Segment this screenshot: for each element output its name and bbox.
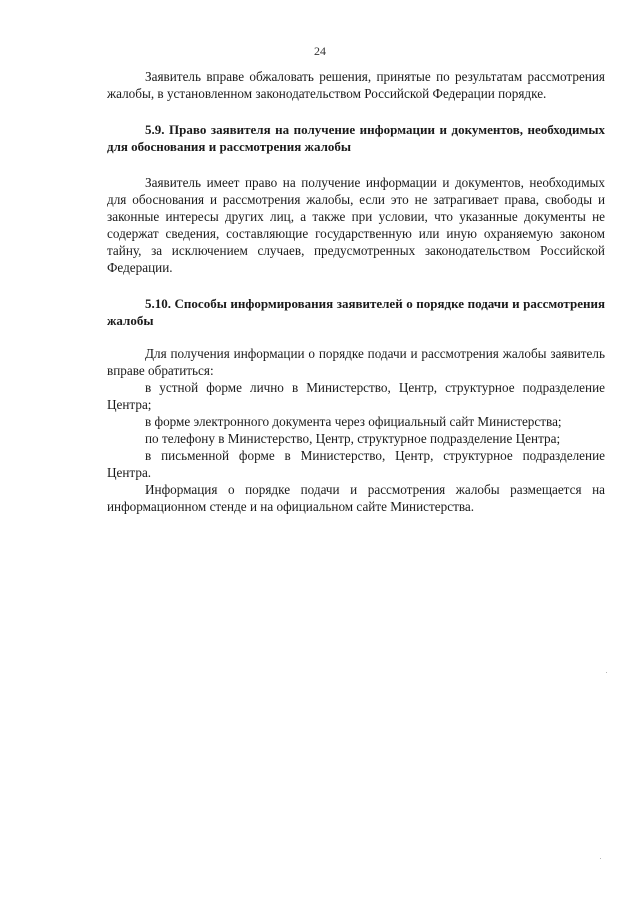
scan-speck xyxy=(600,858,601,859)
section-5-10-heading: 5.10. Способы информирования заявителей о порядке подачи и рассмотрения жалобы xyxy=(107,296,605,328)
paragraph-information-placement: Информация о порядке подачи и рассмотрения жалобы размещается на информационном стенде и на официальном сайте Министерства. xyxy=(107,482,605,514)
section-5-9-heading: 5.9. Право заявителя на получение информации и документов, необходимых для обоснования и рассмотрения жалобы xyxy=(107,122,605,154)
list-item-electronic-form: в форме электронного документа через официальный сайт Министерства; xyxy=(145,414,562,429)
page-body xyxy=(107,68,605,515)
paragraph-right-to-information: Заявитель имеет право на получение информации и документов, необходимых для обоснования и рассмотрения жалобы, если это не затрагивает права, свободы и законные интересы других лиц, а также при условии, что указанные документы не содержат сведения, составляющие государственную или иную охраняемую законом тайну, за исключением случаев, предусмотренных законодательством Российской Федерации. xyxy=(107,175,605,275)
list-item-oral-form: в устной форме лично в Министерство, Центр, структурное подразделение Центра; xyxy=(107,380,605,412)
list-item-telephone: по телефону в Министерство, Центр, структурное подразделение Центра; xyxy=(145,431,561,446)
paragraph-appeal-rights: Заявитель вправе обжаловать решения, принятые по результатам рассмотрения жалобы, в установленном законодательством Российской Федерации порядке. xyxy=(107,69,605,101)
paragraph-information-channels-intro: Для получения информации о порядке подачи и рассмотрения жалобы заявитель вправе обратиться: xyxy=(107,346,605,378)
page-number: 24 xyxy=(314,44,326,58)
scan-speck xyxy=(606,672,607,673)
list-item-written-form: в письменной форме в Министерство, Центр, структурное подразделение Центра. xyxy=(107,448,605,480)
